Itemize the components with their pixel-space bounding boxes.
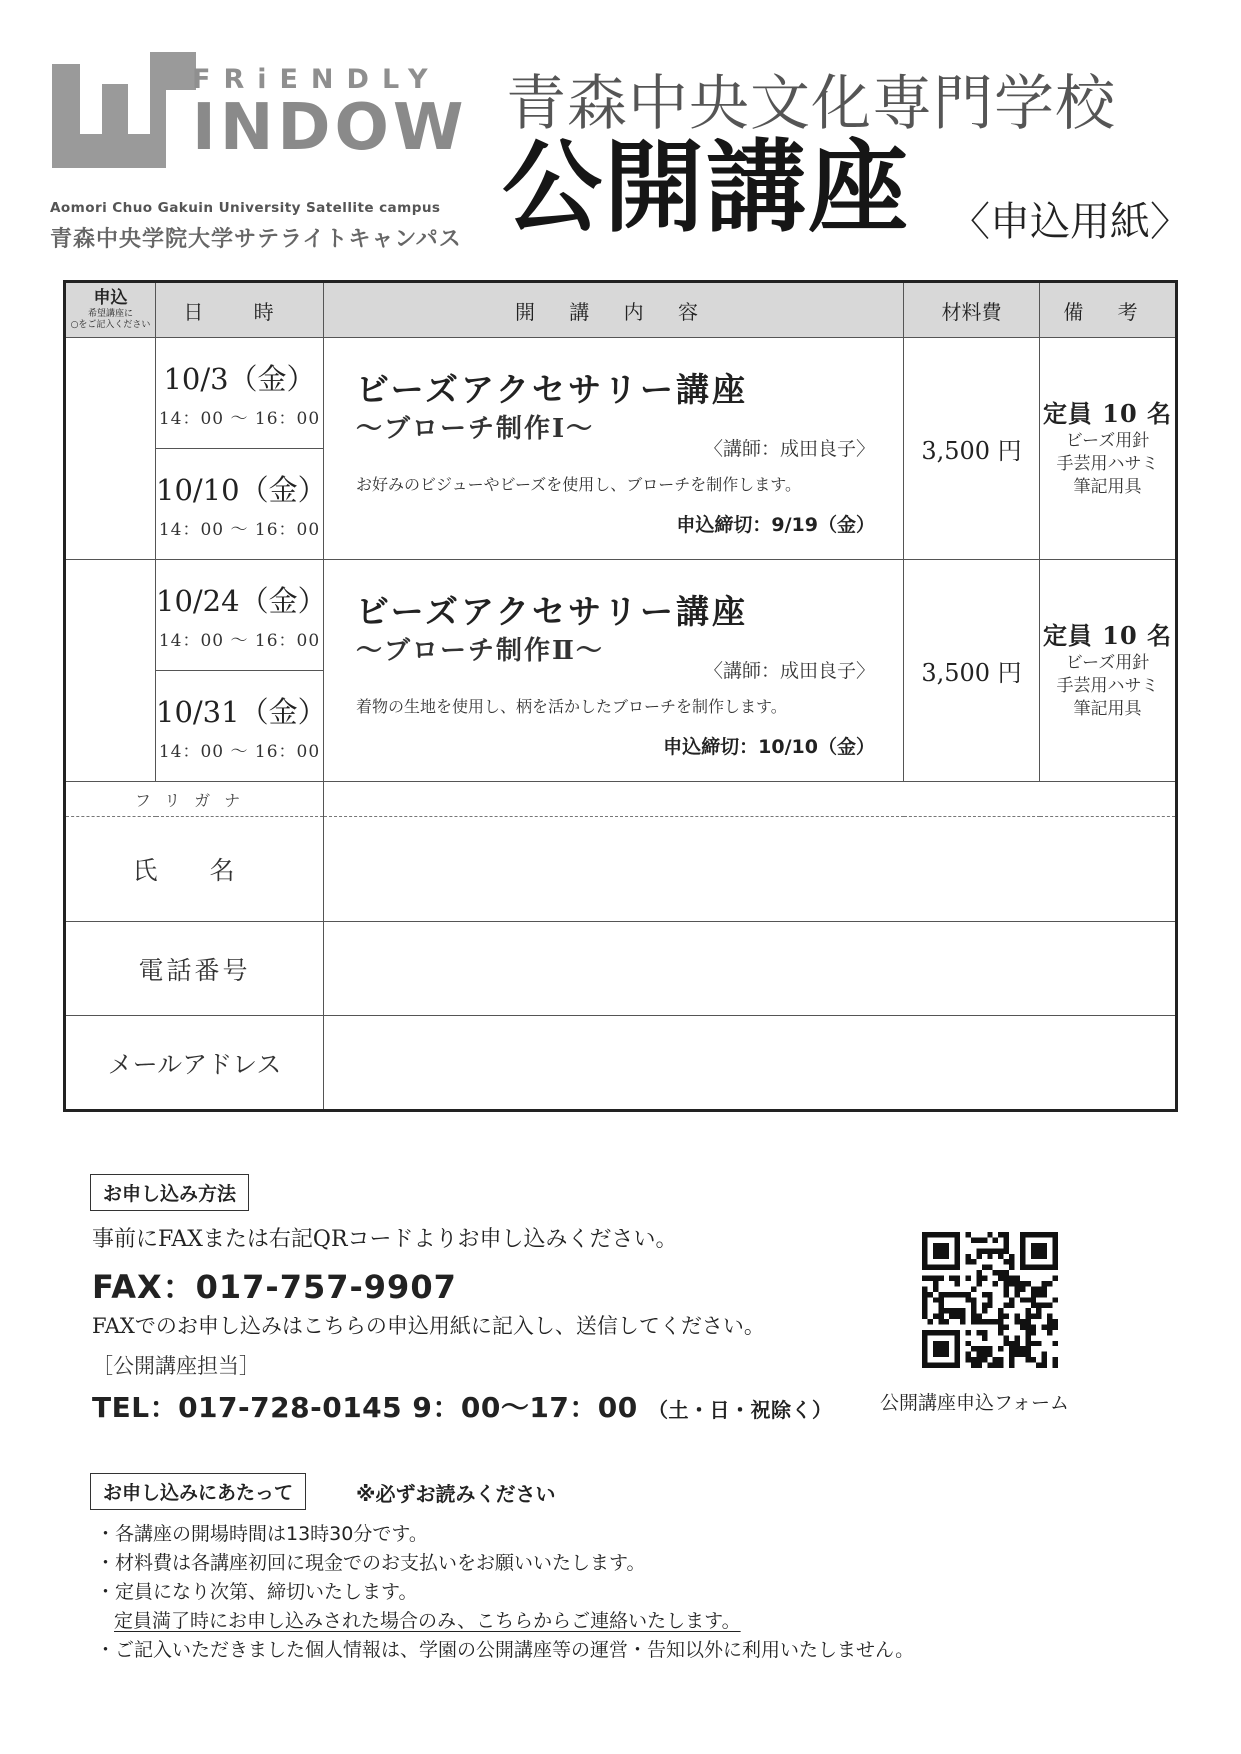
page-title: 公開講座	[502, 128, 910, 246]
phone-row	[65, 922, 1177, 1016]
contact-label: ［公開講座担当］	[92, 1354, 260, 1378]
must-read-note: ※必ずお読みください	[356, 1482, 556, 1506]
course-2-date-1	[156, 560, 327, 671]
course-title: ビーズアクセサリー講座	[356, 370, 749, 409]
window-logo-mark-icon	[46, 50, 196, 180]
header-content: 開 講 内 容	[324, 282, 904, 338]
course-2-content	[324, 560, 904, 782]
tel-line	[92, 1386, 833, 1426]
name-field[interactable]	[324, 817, 1177, 922]
header-apply-note-1: 希望講座に	[87, 308, 133, 319]
course-lecturer: 〈講師：成田良子〉	[703, 438, 875, 460]
note-item: 定員満了時にお申し込みされた場合のみ、こちらからご連絡いたします。	[114, 1610, 741, 1632]
required-item: 筆記用具	[1073, 699, 1142, 720]
furigana-label: フリガナ	[65, 782, 324, 817]
method-heading: お申し込み方法	[90, 1174, 249, 1211]
required-item: 手芸用ハサミ	[1056, 454, 1159, 475]
capacity: 定員 10 名	[1042, 620, 1173, 650]
course-description: お好みのビジューやビーズを使用し、ブローチを制作します。	[356, 475, 801, 494]
date-text: 10/3（金）	[163, 362, 316, 396]
header-remarks: 備 考	[1040, 282, 1177, 338]
furigana-field[interactable]	[324, 782, 1177, 817]
logo	[46, 50, 476, 255]
time-text: 14：00 ～ 16：00	[158, 631, 321, 651]
course-1-content	[324, 338, 904, 560]
name-row	[65, 817, 1177, 922]
course-description: 着物の生地を使用し、柄を活かしたブローチを制作します。	[356, 697, 787, 716]
notes-heading: お申し込みにあたって	[90, 1473, 306, 1510]
course-2-fee: 3,500 円	[904, 560, 1040, 782]
page-subtitle: 〈申込用紙〉	[950, 199, 1190, 245]
course-title: ビーズアクセサリー講座	[356, 592, 749, 631]
logo-window-text: INDOW	[192, 91, 468, 165]
course-deadline: 申込締切：10/10（金）	[663, 736, 875, 758]
tel-number: TEL：017-728-0145 9：00～17：00	[92, 1391, 638, 1424]
method-intro: 事前にFAXまたは右記QRコードよりお申し込みください。	[92, 1227, 678, 1252]
required-item: 筆記用具	[1073, 477, 1142, 498]
course-lecturer: 〈講師：成田良子〉	[703, 660, 875, 682]
header-fee: 材料費	[904, 282, 1040, 338]
apply-checkbox-course-2[interactable]	[65, 560, 156, 782]
date-text: 10/10（金）	[156, 473, 327, 507]
course-subtitle: ～ブローチ制作Ⅱ～	[356, 636, 604, 666]
fax-note: FAXでのお申し込みはこちらの申込用紙に記入し、送信してください。	[92, 1314, 765, 1338]
required-item: ビーズ用針	[1065, 431, 1150, 452]
course-2-remarks	[1040, 560, 1177, 782]
note-item: ・各講座の開場時間は13時30分です。	[96, 1523, 428, 1545]
header-apply	[65, 282, 156, 338]
header-apply-note-2: ○をご記入ください	[70, 319, 151, 330]
logo-english-name: Aomori Chuo Gakuin University Satellite campus	[50, 200, 441, 216]
notes-list	[96, 1520, 914, 1665]
application-table	[63, 280, 1178, 1112]
date-text: 10/31（金）	[156, 695, 327, 729]
course-1-remarks	[1040, 338, 1177, 560]
time-text: 14：00 ～ 16：00	[158, 520, 321, 540]
email-row	[65, 1016, 1177, 1111]
course-1-fee: 3,500 円	[904, 338, 1040, 560]
name-label: 氏 名	[65, 817, 324, 922]
course-subtitle: ～ブローチ制作Ⅰ～	[356, 414, 595, 444]
course-deadline: 申込締切：9/19（金）	[676, 514, 875, 536]
school-name: 青森中央文化専門学校	[506, 69, 1116, 139]
phone-field[interactable]	[324, 922, 1177, 1016]
course-2-date-2	[156, 671, 327, 782]
logo-friendly-text: FRiENDLY	[192, 64, 441, 95]
required-item: ビーズ用針	[1065, 653, 1150, 674]
table-header-row	[65, 282, 1177, 338]
furigana-row	[65, 782, 1177, 817]
course-row-2	[65, 560, 1177, 671]
header-date: 日 時	[156, 282, 324, 338]
apply-checkbox-course-1[interactable]	[65, 338, 156, 560]
email-field[interactable]	[324, 1016, 1177, 1111]
time-text: 14：00 ～ 16：00	[158, 409, 321, 429]
time-text: 14：00 ～ 16：00	[158, 742, 321, 762]
course-1-date-2	[156, 449, 327, 560]
course-row-1	[65, 338, 1177, 449]
capacity: 定員 10 名	[1042, 398, 1173, 428]
qr-code-icon[interactable]	[922, 1232, 1058, 1368]
note-item: ・定員になり次第、締切いたします。	[96, 1581, 418, 1603]
course-1-date-1	[156, 338, 324, 449]
required-item: 手芸用ハサミ	[1056, 676, 1159, 697]
header-apply-label: 申込	[93, 287, 128, 308]
qr-caption: 公開講座申込フォーム	[880, 1392, 1070, 1414]
note-item: ・ご記入いただきました個人情報は、学園の公開講座等の運営・告知以外に利用いたしません。	[96, 1639, 915, 1661]
date-text: 10/24（金）	[156, 584, 327, 618]
fax-number: FAX：017-757-9907	[92, 1268, 457, 1306]
tel-note: （土・日・祝除く）	[648, 1398, 833, 1422]
logo-japanese-name: 青森中央学院大学サテライトキャンパス	[50, 227, 462, 252]
email-label: メールアドレス	[65, 1016, 324, 1111]
note-item: ・材料費は各講座初回に現金でのお支払いをお願いいたします。	[96, 1552, 646, 1574]
phone-label: 電話番号	[65, 922, 324, 1016]
